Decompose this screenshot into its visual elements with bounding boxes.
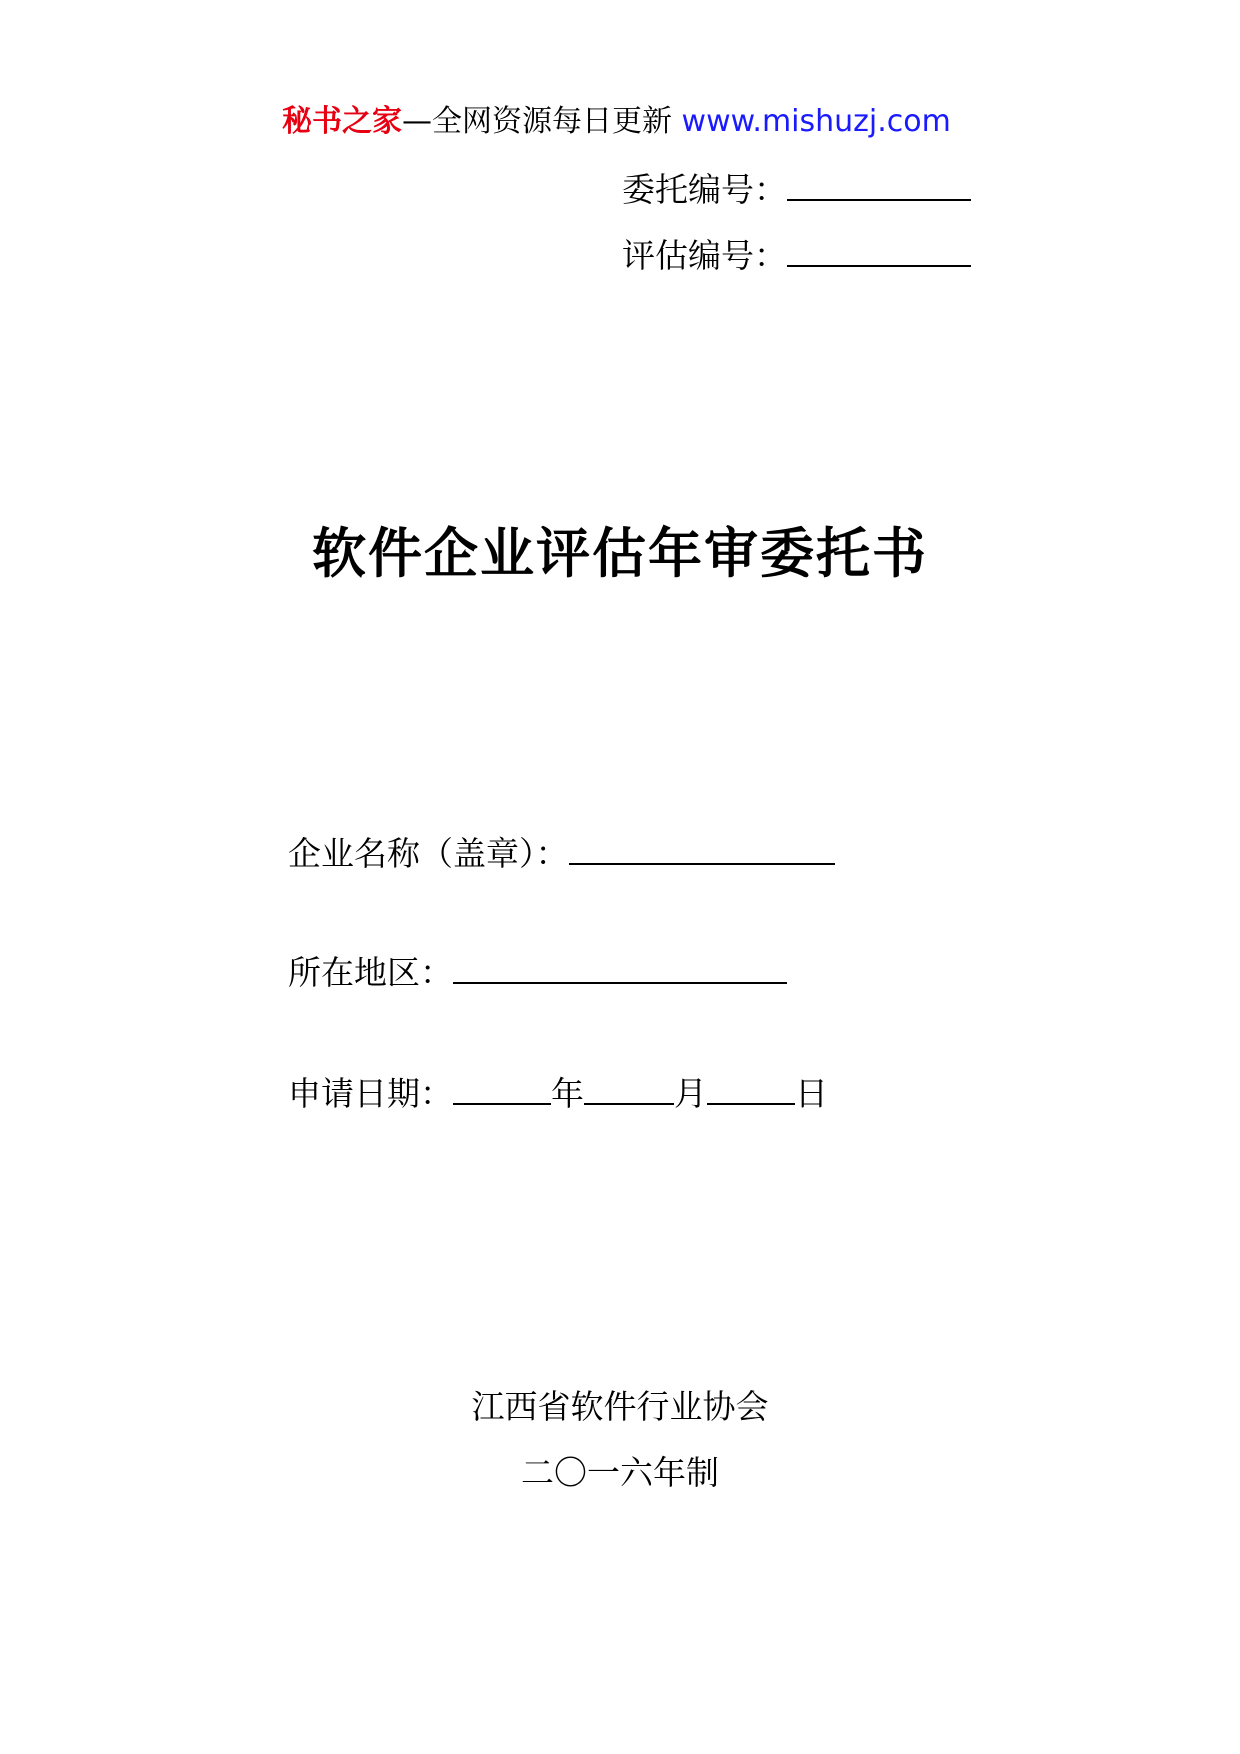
assess-number-field[interactable] (787, 235, 971, 267)
day-label: 日 (795, 1074, 828, 1113)
day-field[interactable] (707, 1073, 795, 1105)
region-row (288, 951, 787, 995)
header-tagline: —全网资源每日更新 (402, 104, 682, 139)
site-header (282, 102, 951, 142)
made-year: 二〇一六年制 (521, 1453, 719, 1492)
entrust-number-label: 委托编号： (622, 170, 787, 209)
application-date-label: 申请日期： (288, 1074, 453, 1113)
assess-number-row (622, 234, 971, 278)
entrust-number-row (622, 168, 971, 212)
site-url-link[interactable]: www.mishuzj.com (681, 104, 951, 139)
region-label: 所在地区： (288, 953, 453, 992)
issuing-organization: 江西省软件行业协会 (471, 1387, 769, 1426)
company-name-field[interactable] (569, 833, 835, 865)
region-field[interactable] (453, 952, 787, 984)
year-field[interactable] (453, 1073, 551, 1105)
company-name-row (288, 832, 835, 876)
month-field[interactable] (584, 1073, 674, 1105)
company-name-label: 企业名称（盖章）： (288, 834, 569, 873)
brand-name: 秘书之家 (282, 104, 402, 139)
application-date-row (288, 1072, 828, 1116)
month-label: 月 (674, 1074, 707, 1113)
year-label: 年 (551, 1074, 584, 1113)
entrust-number-field[interactable] (787, 169, 971, 201)
assess-number-label: 评估编号： (622, 236, 787, 275)
document-title: 软件企业评估年审委托书 (312, 521, 928, 585)
